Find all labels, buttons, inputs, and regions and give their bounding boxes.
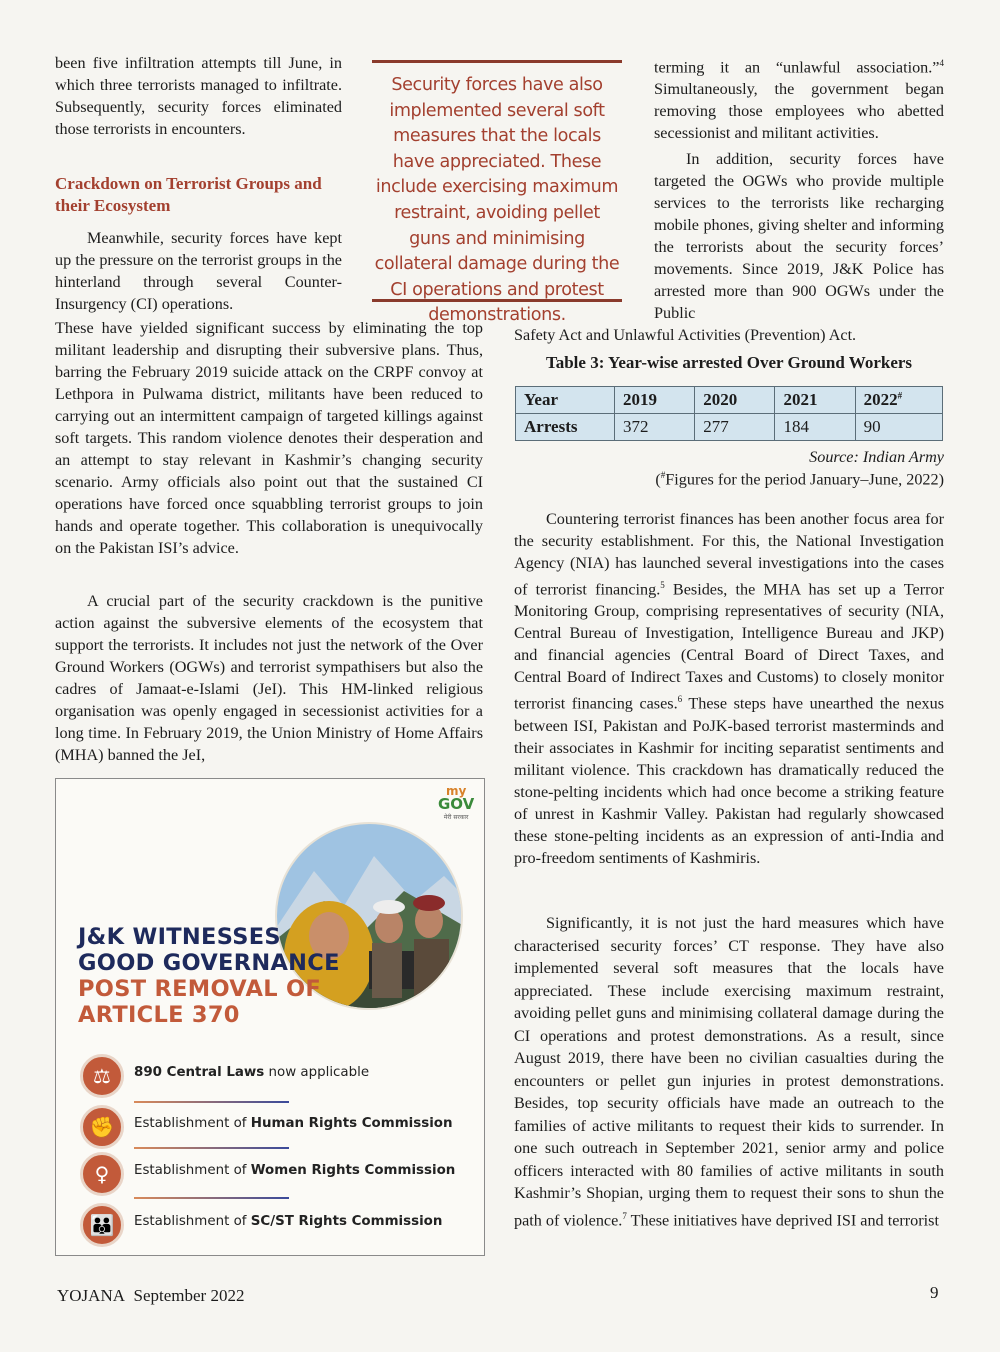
right-para-2-narrow: In addition, security forces have targeted the OGWs who provide multiple services to the terrorists like recharging mobile phones, giving shelter and informing the terrorists about the security forces’ movements. Since 2019, J&K Police has arrested more than 900 OGWs under the Public xyxy=(654,150,944,322)
ad-item xyxy=(80,1152,480,1198)
ad-divider xyxy=(134,1197,289,1199)
right-para-3c: These steps have unearthed the nexus between ISI, Pakistan and PoJK-based terrorist masterminds and their associates in Kashmir for inciting separatist sentiments and militant violence. This crackdown has dramatically reduced the stone-pelting incidents which had once become a striking feature of unrest in Kashmir Valley. Pakistan had regularly showcased these stone-pelting incidents as an expression of anti-India and pro-freedom sentiments of Kashmiris. xyxy=(514,694,944,867)
right-para-1b: Simultaneously, the government began removing those employees who abetted secessionist and militant activities. xyxy=(654,80,944,143)
left-para-2-narrow: Meanwhile, security forces have kept up the pressure on the terrorist groups in the hinterland through several Counter-Insurgency (CI) operations. xyxy=(55,229,342,313)
ad-item-text xyxy=(134,1163,455,1178)
ad-item-bold: Human Rights Commission xyxy=(250,1116,453,1131)
ad-item-bold: Women Rights Commission xyxy=(250,1163,456,1178)
ad-item xyxy=(80,1105,480,1151)
right-para-4 xyxy=(514,912,944,1231)
ad-title xyxy=(78,924,340,1028)
year-cell: 2019 xyxy=(615,387,695,414)
logo-gov: GOV xyxy=(438,795,475,813)
footnote-mark: # xyxy=(660,470,666,480)
right-para-1 xyxy=(654,52,944,144)
ad-item-prefix: Establishment of xyxy=(134,1163,251,1178)
ad-item xyxy=(80,1054,480,1100)
table-row xyxy=(516,387,943,414)
ad-title-line2: GOOD GOVERNANCE xyxy=(78,950,340,976)
ad-divider xyxy=(134,1147,289,1149)
arrests-cell: 372 xyxy=(615,414,695,441)
page-number: 9 xyxy=(930,1283,939,1302)
ad-item-text xyxy=(134,1214,442,1229)
mygov-logo xyxy=(438,785,474,824)
table-footnote xyxy=(514,470,944,489)
section-heading: Crackdown on Terrorist Groups and their Ecosystem xyxy=(55,174,322,215)
left-para-3: A crucial part of the security crackdown is the punitive action against the subversive elements of the ecosystem that support the terrorists. It includes not just the network of the Over Ground Workers (OGWs) and terrorist sympathisers but also the cadres of Jamaat-e-Islami (JeI). This HM-linked religious organisation was openly engaged in secessionist activities for a long time. In February 2019, the Union Ministry of Home Affairs (MHA) banned the JeI, xyxy=(55,592,483,764)
footnote-ref-6: 6 xyxy=(677,694,683,705)
arrests-cell: 90 xyxy=(855,414,942,441)
arrests-table xyxy=(515,386,943,441)
footnote-ref-4: 4 xyxy=(939,58,944,68)
arrests-cell: 277 xyxy=(695,414,775,441)
row-header-arrests: Arrests xyxy=(516,414,615,441)
ad-item-text xyxy=(134,1116,453,1131)
year-2022: 2022 xyxy=(863,390,898,409)
footnote-ref-7: 7 xyxy=(622,1210,627,1221)
right-para-4a: Significantly, it is not just the hard measures which have characterised security forces’ CT response. They have also implemented several soft measures that the locals have appreciated. These include exercising maximum restraint, avoiding pellet guns and minimising collateral damage during the CI operations and protest demonstrations. As a result, since August 2019, there have been no civilian casualties during the encounters or pellet gun injuries in protest demonstrations. Besides, top security officials have made an outreach to the families of active militants to request their kids to surrender. In one such outreach in September 2021, senior army and police officers interacted with 80 families of active militants in south Kashmir’s Shopian, urging them to request their sons to shun the path of violence. xyxy=(514,914,944,1229)
ad-item-rest: now applicable xyxy=(264,1065,370,1080)
issue-date: September 2022 xyxy=(133,1286,245,1305)
year-mark: # xyxy=(897,390,903,401)
logo-hindi: मेरी सरकार xyxy=(443,814,469,821)
year-cell xyxy=(855,387,942,414)
scales-icon: ⚖ xyxy=(80,1054,124,1098)
ad-item-prefix: Establishment of xyxy=(134,1116,251,1131)
footnote-ref-5: 5 xyxy=(660,580,665,590)
right-para-4b: These initiatives have deprived ISI and terrorist xyxy=(626,1210,939,1229)
ad-item-text xyxy=(134,1065,369,1080)
left-para-continued: been five infiltration attempts till June, in which three terrorists managed to infiltrate. Subsequently, security forces eliminated those terrorists in encounters. xyxy=(55,54,342,138)
ad-item xyxy=(80,1203,480,1249)
table-title: Table 3: Year-wise arrested Over Ground Workers xyxy=(545,353,913,372)
ad-divider xyxy=(134,1101,289,1103)
right-para-2-wide: Safety Act and Unlawful Activities (Prevention) Act. xyxy=(514,326,857,344)
female-symbol-icon: ♀ xyxy=(80,1152,124,1196)
logo-my: my xyxy=(445,784,467,798)
table-source: Source: Indian Army xyxy=(809,448,944,466)
year-cell: 2020 xyxy=(695,387,775,414)
footnote-open: ( xyxy=(655,470,661,489)
magazine-name: YOJANA xyxy=(57,1286,125,1305)
mygov-advertisement xyxy=(55,778,485,1256)
table-row xyxy=(516,414,943,441)
pull-quote: Security forces have also implemented several soft measures that the locals have appreciated. These include exercising maximum restraint, avoiding pellet guns and minimising collateral damage during the CI operations and protest demonstrations. xyxy=(372,60,622,302)
page-footer xyxy=(57,1286,244,1306)
ad-item-bold: 890 Central Laws xyxy=(134,1065,265,1080)
people-icon: 👪 xyxy=(80,1203,124,1247)
right-para-3b: Besides, the MHA has set up a Terror Monitoring Group, comprising representatives of security (NIA, Central Bureau of Investigation, Intelligence Bureau and JKP) and financial agencies (Central Board of Direct Taxes, and Central Board of Indirect Taxes and Customs) to closely monitor terrorist financing cases. xyxy=(514,580,945,713)
right-para-1a: terming it an “unlawful association.” xyxy=(654,58,940,77)
arrests-cell: 184 xyxy=(775,414,855,441)
ad-title-line1: J&K WITNESSES xyxy=(78,924,281,950)
left-para-2-wide: These have yielded significant success by eliminating the top militant leadership and disrupting their subversive plans. Thus, barring the February 2019 suicide attack on the CRPF convoy at Lethpora in Pulwama district, militants have been reduced to carrying out an intermittent campaign of targeted killings against soft targets. This random violence denotes their desperation and an attempt to stay relevant in Kashmir’s changing security scenario. Army officials also point out that the sustained CI operations have forced once squabbling terrorist groups to join hands and operate together. This collaboration is unequivocally on the Pakistan ISI’s advice. xyxy=(55,319,483,557)
footnote-text: Figures for the period January–June, 2022) xyxy=(665,470,944,489)
ad-item-bold: SC/ST Rights Commission xyxy=(250,1214,443,1229)
row-header-year: Year xyxy=(516,387,615,414)
ad-item-prefix: Establishment of xyxy=(134,1214,251,1229)
ad-title-line4: ARTICLE 370 xyxy=(78,1002,240,1028)
right-para-3a: Countering terrorist finances has been another focus area for the security establishment. For this, the National Investigation Agency (NIA) has launched several investigations into the cases of terrorist financing. xyxy=(514,510,944,599)
raised-fist-icon: ✊ xyxy=(80,1105,124,1149)
year-cell: 2021 xyxy=(775,387,855,414)
ad-title-line3: POST REMOVAL OF xyxy=(78,976,322,1002)
right-para-3 xyxy=(514,508,944,869)
